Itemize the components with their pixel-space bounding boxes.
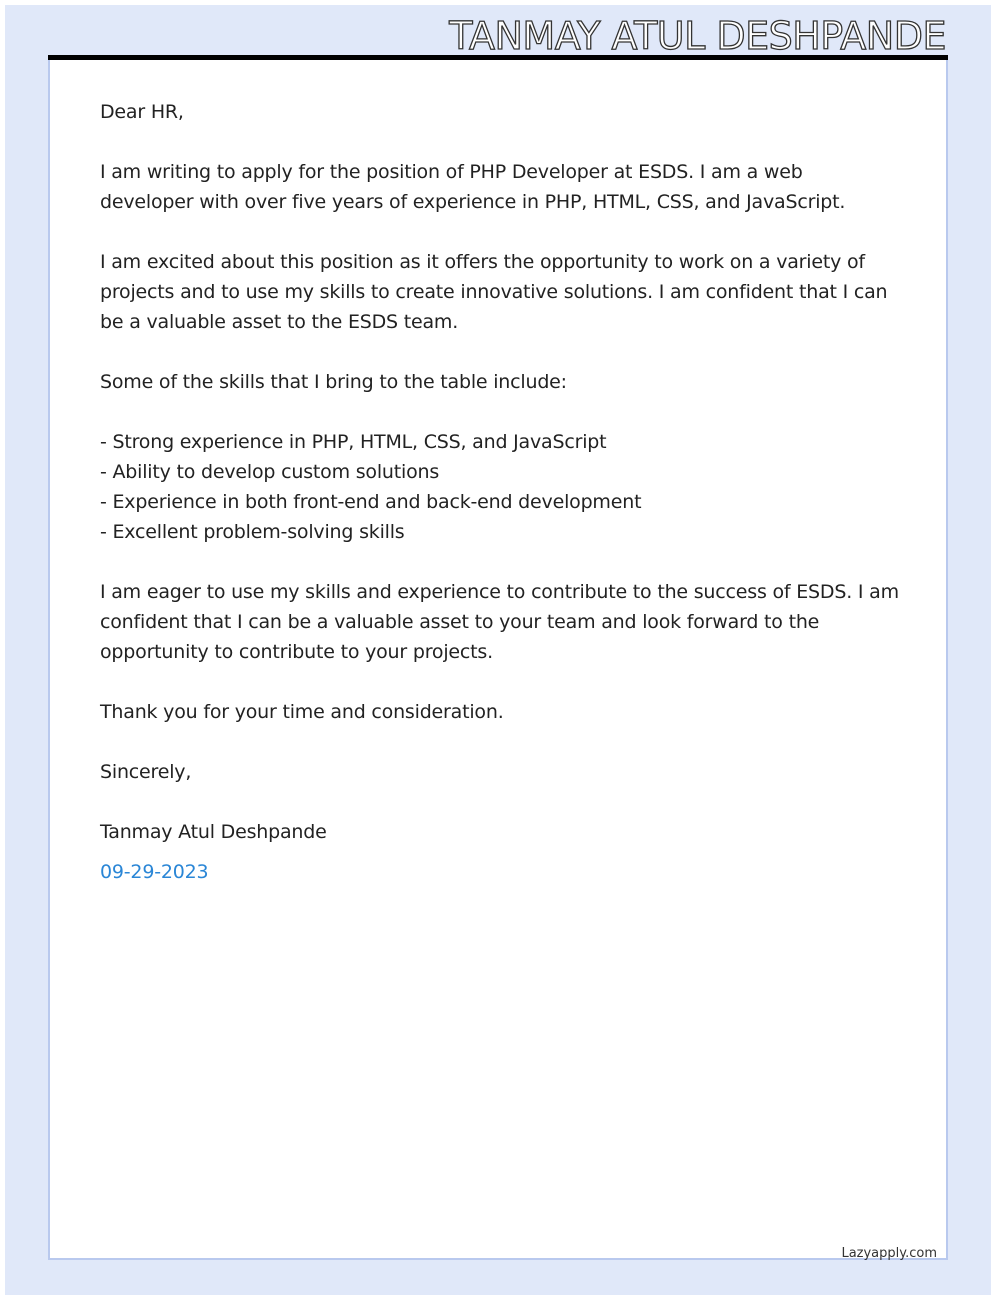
sign-off: Sincerely, [100,761,192,783]
salutation: Dear HR, [100,101,184,123]
skill-item: - Experience in both front-end and back-end development [100,491,642,513]
letter-date: 09-29-2023 [100,861,209,883]
skills-list [100,427,900,547]
closing-paragraph: I am eager to use my skills and experience to contribute to the success of ESDS. I am confident that I can be a valuable asset to your team and look forward to the opportunity to contribute to your projects. [100,581,899,663]
skill-item: - Strong experience in PHP, HTML, CSS, and JavaScript [100,431,607,453]
skill-item: - Excellent problem-solving skills [100,521,405,543]
cover-letter-body [100,97,900,887]
watermark: Lazyapply.com [841,1246,937,1261]
applicant-name-heading: TANMAY ATUL DESHPANDE [449,14,946,58]
thanks-paragraph: Thank you for your time and consideration. [100,701,504,723]
intro-paragraph: I am writing to apply for the position of PHP Developer at ESDS. I am a web developer with over five years of experience in PHP, HTML, CSS, and JavaScript. [100,161,846,213]
motivation-paragraph: I am excited about this position as it offers the opportunity to work on a variety of projects and to use my skills to create innovative solutions. I am confident that I can be a valuable asset to the ESDS team. [100,251,888,333]
skills-intro-paragraph: Some of the skills that I bring to the table include: [100,371,567,393]
skill-item: - Ability to develop custom solutions [100,461,440,483]
signature-name: Tanmay Atul Deshpande [100,821,327,843]
